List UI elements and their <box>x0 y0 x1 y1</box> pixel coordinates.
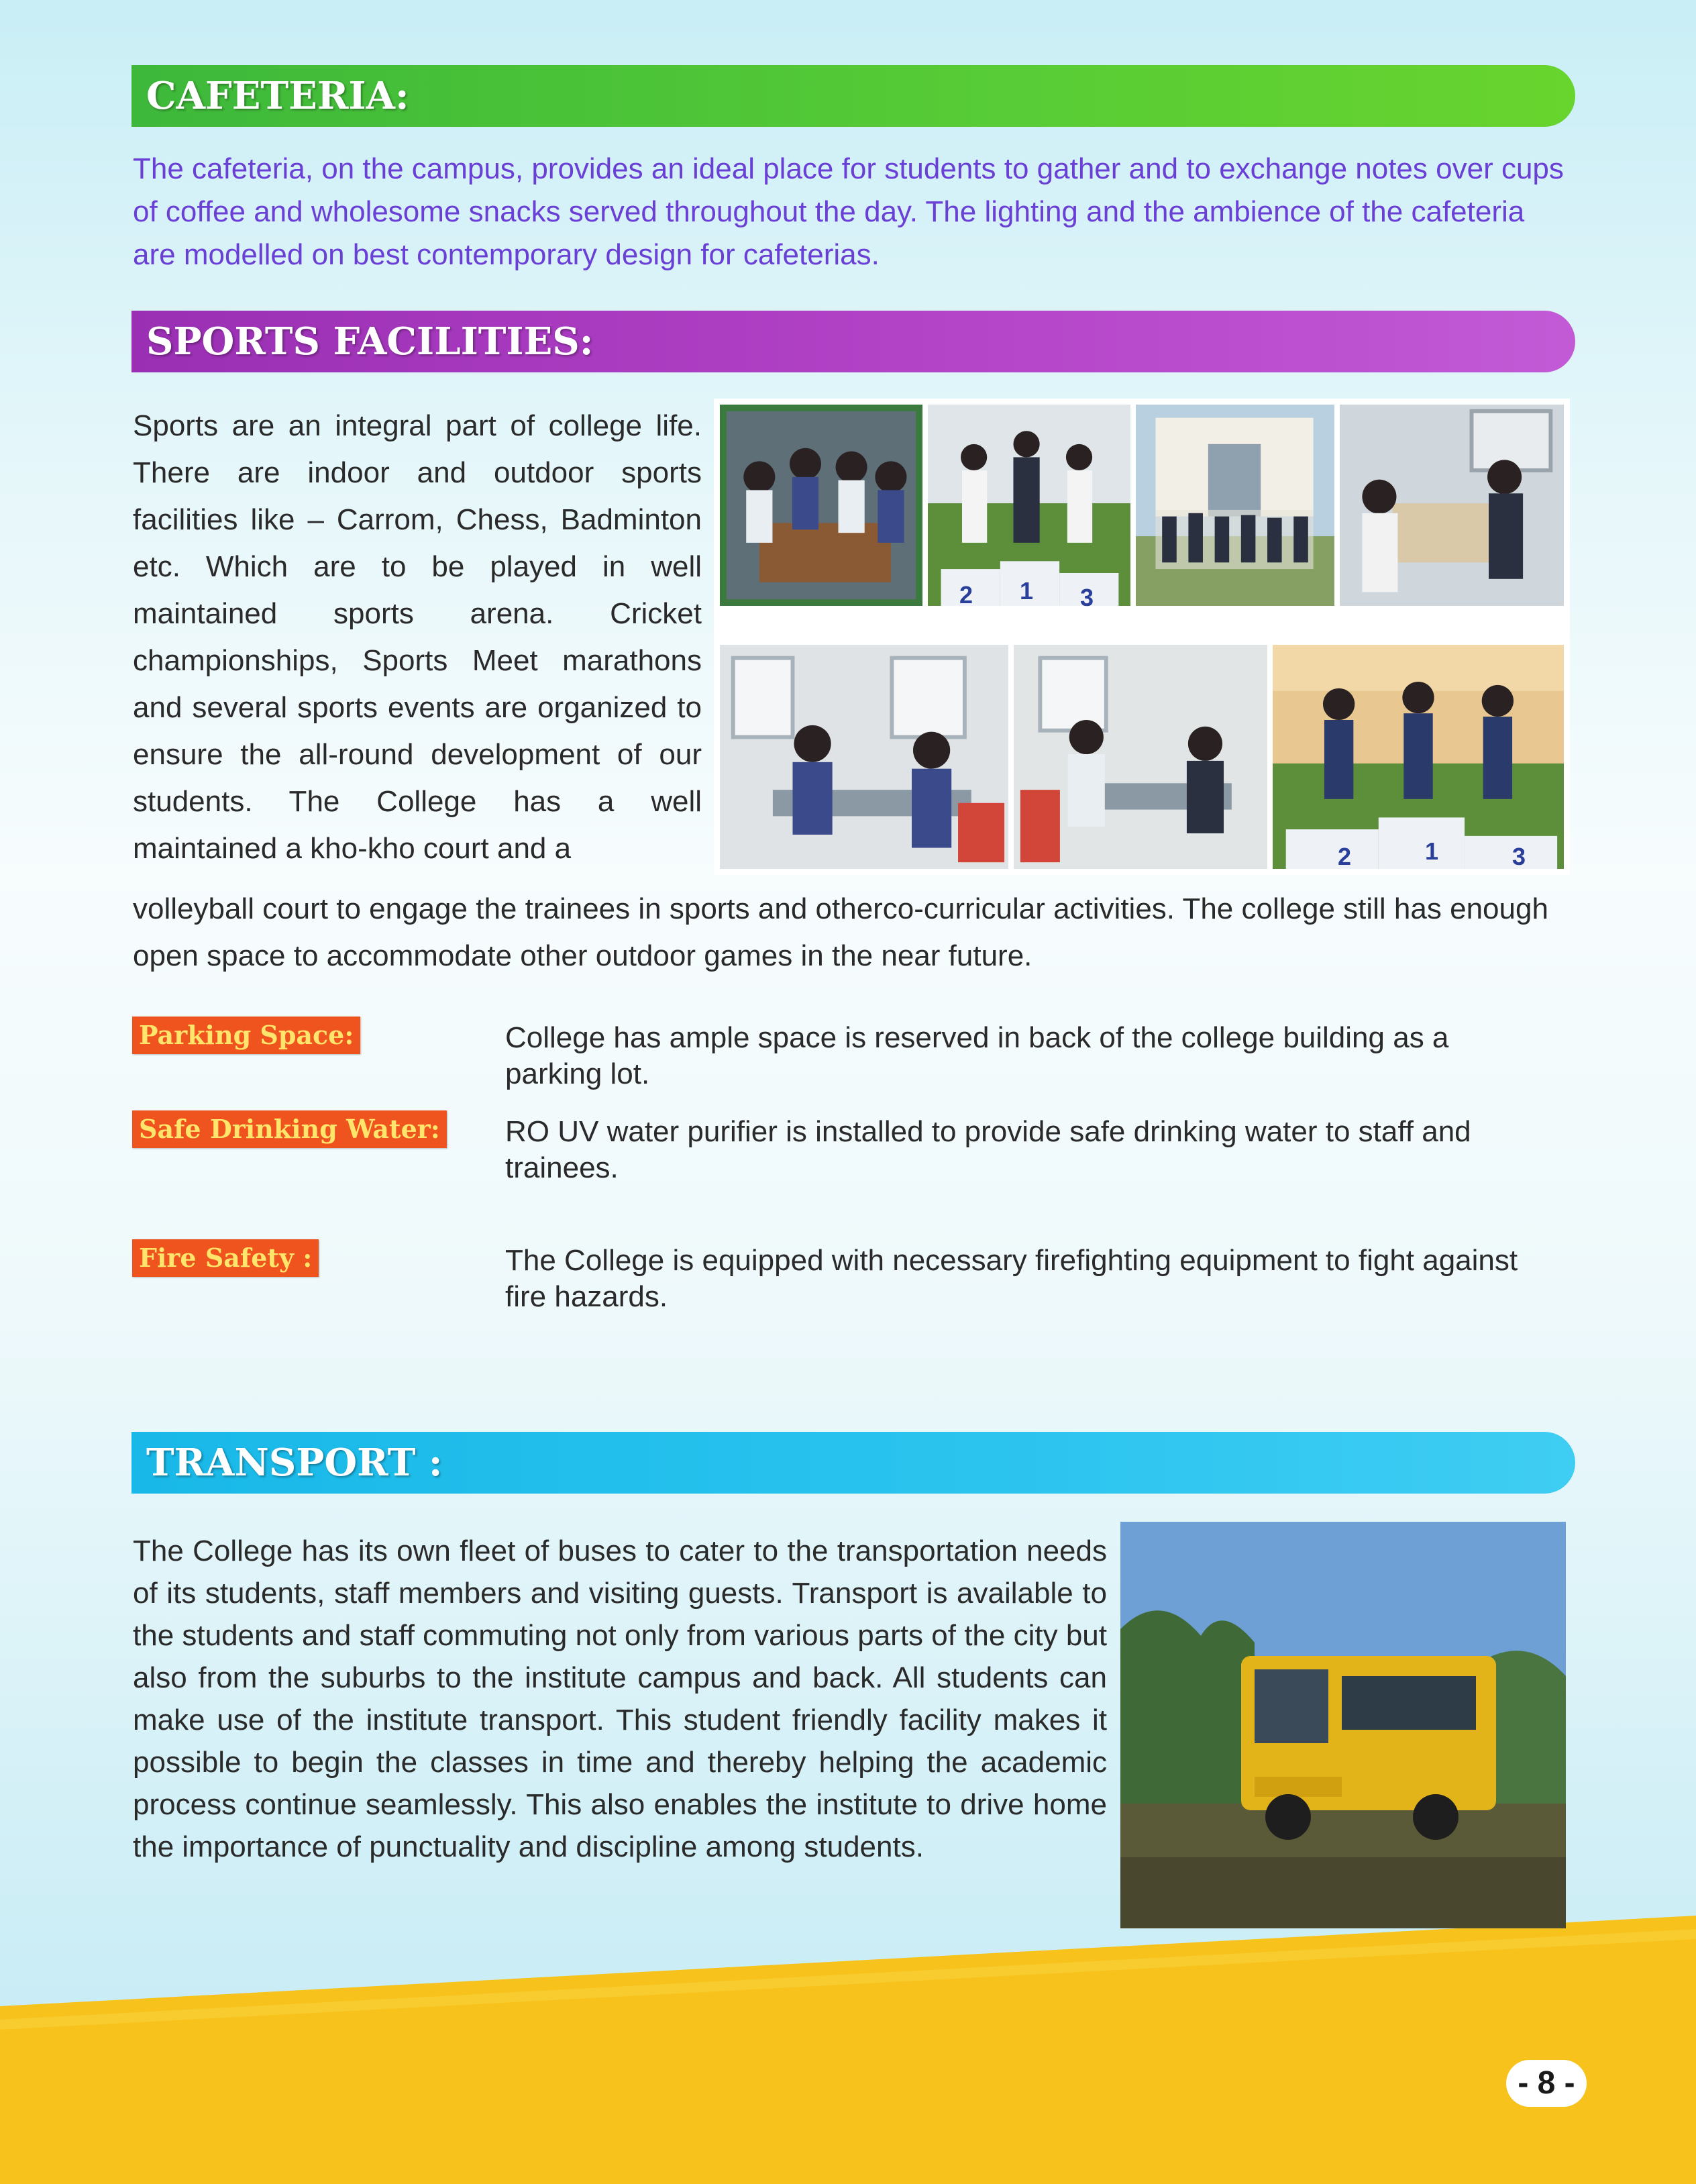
chess-boys-photo <box>1012 643 1269 871</box>
podium-number-labels-top <box>939 577 1120 611</box>
transport-heading: TRANSPORT : <box>131 1432 1575 1494</box>
cafeteria-text: The cafeteria, on the campus, provides an ideal place for students to gather and to exchange notes over cups of coffee and wholesome snacks served throughout the day. The lighting and the ambience of the cafeteria are modelled on best contemporary design for cafeterias. <box>133 152 1564 271</box>
podium-label-first: 1 <box>1020 577 1034 605</box>
sports-text-side: Sports are an integral part of college life. There are indoor and outdoor sports facilities like – Carrom, Chess, Badminton etc. Which are to be played in well maintained sports arena. Cricket championships, Sports Meet marathons and several sports events are organized to ensure the all-round development of our students. The College has a well maintained a kho-kho court and a <box>133 409 702 865</box>
carrom-game-indoor-photo <box>1338 403 1566 608</box>
carrom-photo <box>718 403 924 608</box>
sports-photo-collage <box>714 399 1570 875</box>
fire-safety-tag: Fire Safety : <box>132 1239 319 1277</box>
college-bus-photo <box>1120 1522 1566 1928</box>
safe-drinking-water-tag: Safe Drinking Water: <box>132 1110 447 1148</box>
podium-label-third: 3 <box>1080 584 1094 611</box>
podium-number-labels-bottom <box>1284 837 1559 870</box>
podium-label-second: 2 <box>959 581 973 609</box>
podium-girls-photo <box>1271 643 1566 871</box>
parking-space-tag: Parking Space: <box>132 1017 360 1054</box>
sports-heading: SPORTS FACILITIES: <box>131 311 1575 372</box>
safe-drinking-water-text: RO UV water purifier is installed to provide safe drinking water to staff and trainees. <box>505 1115 1471 1184</box>
podium-label-third-bottom: 3 <box>1512 843 1526 870</box>
chess-girls-photo <box>718 643 1010 871</box>
parking-space-text: College has ample space is reserved in back of the college building as a parking lot. <box>505 1021 1449 1090</box>
fire-safety-text: The College is equipped with necessary firefighting equipment to fight against fire hazards. <box>505 1244 1518 1313</box>
cafeteria-heading: CAFETERIA: <box>131 65 1575 127</box>
sports-group-building-photo <box>1134 403 1336 608</box>
sports-text-full: volleyball court to engage the trainees in sports and otherco-curricular activities. The college still has enough open space to accommodate other outdoor games in the near future. <box>133 892 1548 972</box>
page-number: - 8 - <box>1506 2060 1587 2107</box>
podium-label-first-bottom: 1 <box>1425 837 1439 865</box>
podium-label-second-bottom: 2 <box>1338 843 1352 870</box>
transport-text: The College has its own fleet of buses to cater to the transportation needs of its students, staff members and visiting guests. Transport is available to the students and staff commuting not only from various parts of the city but also from the suburbs to the institute campus and back. All students can make use of the institute transport. This student friendly facility makes it possible to begin the classes in time and thereby helping the academic process continue seamlessly. This also enables the institute to drive home the importance of punctuality and discipline among students. <box>133 1535 1107 1863</box>
